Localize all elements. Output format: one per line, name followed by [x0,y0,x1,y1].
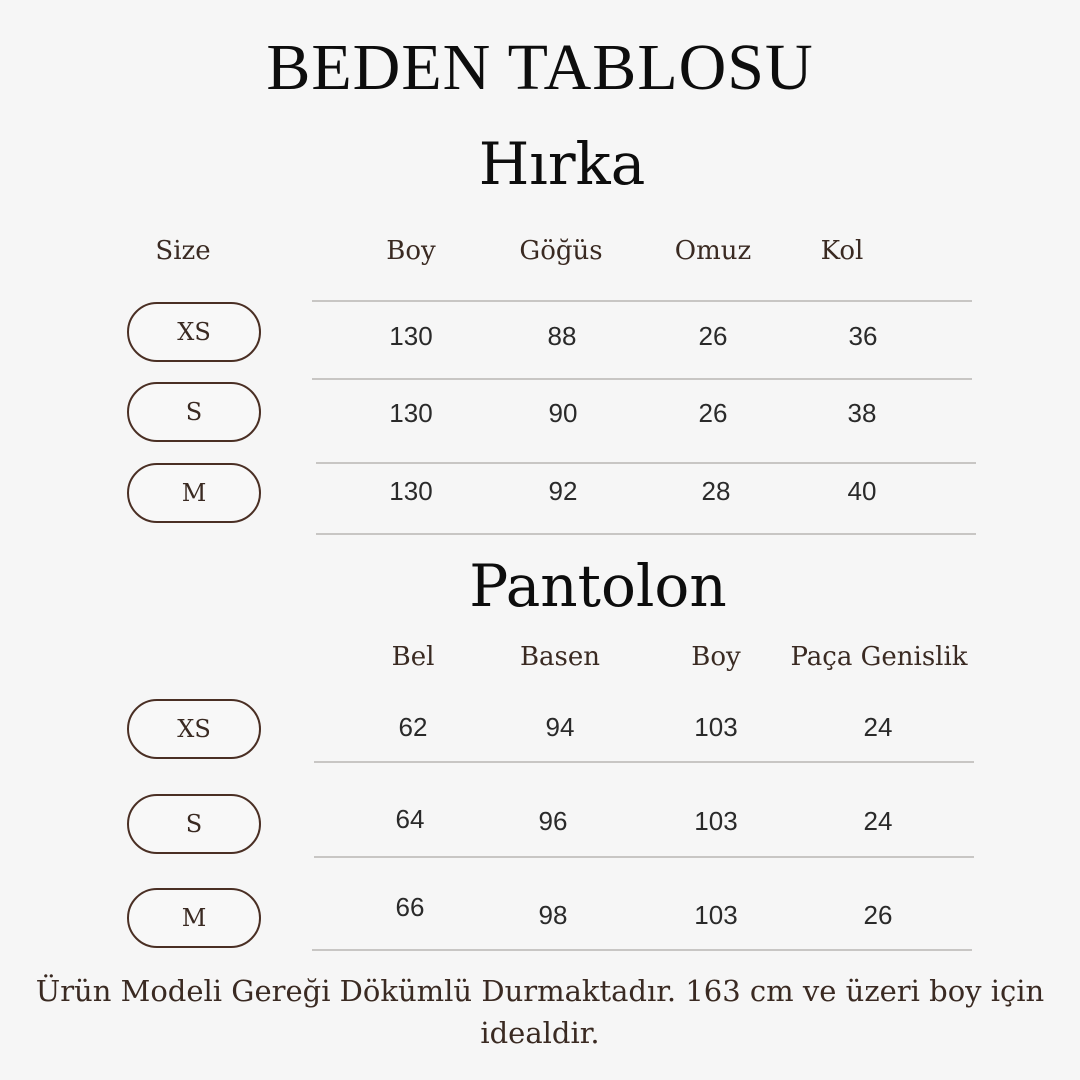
pantolon-heading: Pantolon [469,552,727,620]
table-divider [312,378,972,380]
table-cell: 103 [694,712,738,742]
table-cell: 26 [698,321,728,351]
table-cell: 24 [863,806,893,836]
hirka-col-size: Size [155,236,211,266]
table-divider [312,949,972,951]
table-cell: 26 [863,900,893,930]
hirka-col-kol: Kol [820,236,864,266]
table-cell: 24 [863,712,893,742]
hirka-heading: Hırka [478,130,646,198]
table-cell: 103 [694,900,738,930]
table-cell: 40 [847,476,877,506]
table-cell: 98 [538,900,568,930]
table-cell: 92 [548,476,578,506]
size-badge-m: M [127,888,261,948]
footer-note-line2: idealdir. [480,1016,600,1050]
hirka-col-gogus: Göğüs [519,236,603,266]
table-cell: 88 [547,321,577,351]
size-badge-xs: XS [127,302,261,362]
size-badge-m: M [127,463,261,523]
table-cell: 94 [545,712,575,742]
table-cell: 96 [538,806,568,836]
table-cell: 90 [548,398,578,428]
page-title: BEDEN TABLOSU [266,31,814,104]
pantolon-col-paca-genislik: Paça Genislik [790,642,968,672]
table-cell: 36 [848,321,878,351]
table-divider [314,856,974,858]
table-cell: 38 [847,398,877,428]
pantolon-col-basen: Basen [519,642,601,672]
table-cell: 130 [389,321,433,351]
size-badge-s: S [127,794,261,854]
footer-note [0,970,1080,1054]
table-cell: 130 [389,476,433,506]
pantolon-col-boy: Boy [691,642,741,672]
footer-note-line1: Ürün Modeli Gereği Dökümlü Durmaktadır. 163 cm ve üzeri boy için [35,974,1045,1008]
table-cell: 26 [698,398,728,428]
hirka-col-boy: Boy [386,236,436,266]
table-cell: 64 [395,804,425,834]
table-divider [312,300,972,302]
hirka-col-omuz: Omuz [674,236,752,266]
table-divider [314,761,974,763]
table-cell: 103 [694,806,738,836]
table-divider [316,462,976,464]
table-cell: 28 [701,476,731,506]
table-divider [316,533,976,535]
size-badge-s: S [127,382,261,442]
pantolon-col-bel: Bel [391,642,435,672]
table-cell: 66 [395,892,425,922]
table-cell: 130 [389,398,433,428]
table-cell: 62 [398,712,428,742]
size-badge-xs: XS [127,699,261,759]
